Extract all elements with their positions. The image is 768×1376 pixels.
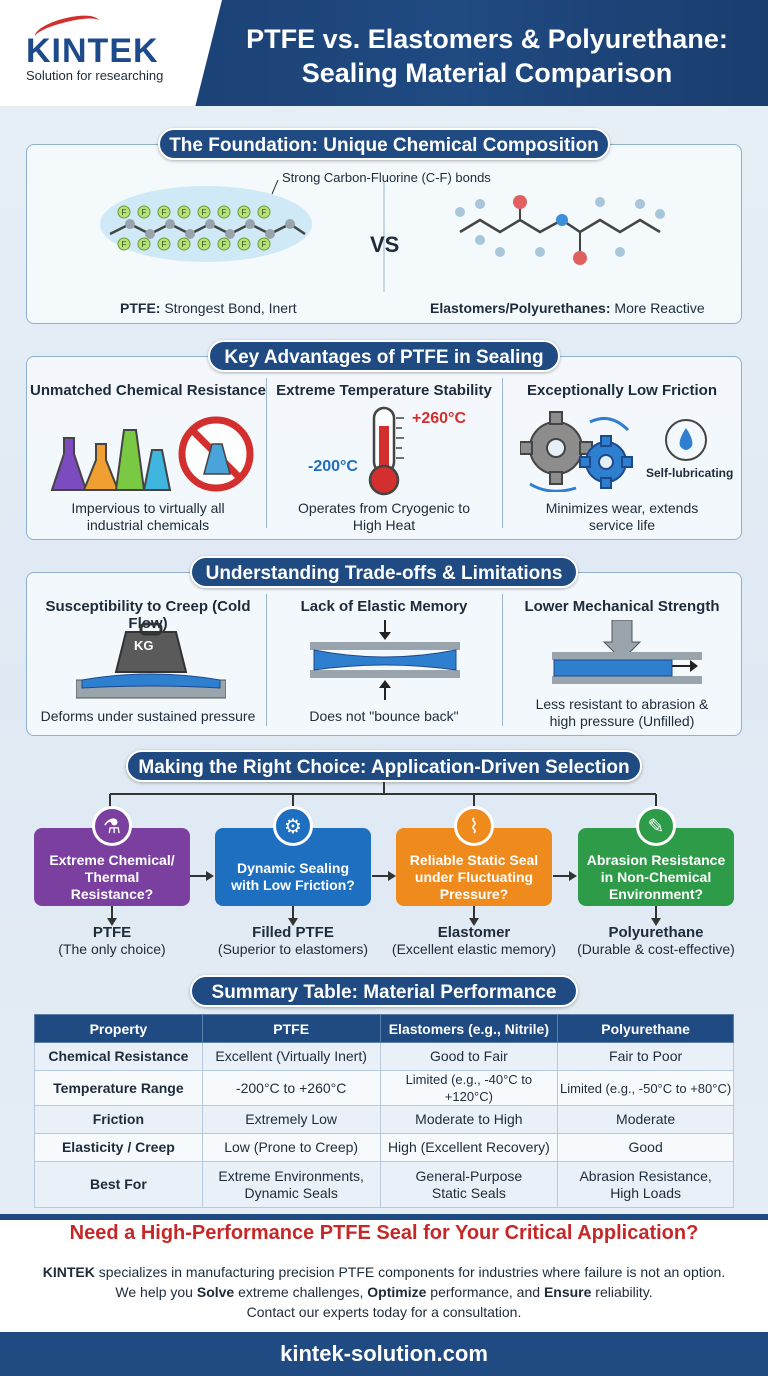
cta-line2-a: We help you xyxy=(115,1284,197,1300)
choice-option-abrasion[interactable]: Abrasion Resistance in Non-Chemical Environment? xyxy=(578,828,734,906)
beakers-icon xyxy=(44,410,254,494)
table-cell: Elasticity / Creep xyxy=(35,1134,203,1162)
cta-line2-g: reliability. xyxy=(591,1284,653,1300)
cta-line2-b: Solve xyxy=(196,1284,235,1300)
foundation-heading: The Foundation: Unique Chemical Composition xyxy=(158,128,610,160)
molecule-diagram xyxy=(100,172,720,292)
page-title-line1: PTFE vs. Elastomers & Polyurethane: xyxy=(246,24,728,54)
cta-line2 xyxy=(20,1282,748,1302)
tradeoffs-heading: Understanding Trade-offs & Limitations xyxy=(190,556,578,588)
f-atom-label: F xyxy=(261,208,267,217)
table-cell: Chemical Resistance xyxy=(35,1043,203,1071)
table-cell: Low (Prone to Creep) xyxy=(202,1134,380,1162)
f-atom-label: F xyxy=(161,240,167,249)
column-header: PTFE xyxy=(202,1015,380,1043)
page-title-line2: Sealing Material Comparison xyxy=(301,58,673,88)
advantage-friction-text-line2: service life xyxy=(588,517,656,533)
nitrogen-atom xyxy=(556,214,568,226)
tradeoff-strength-text-line1: Less resistant to abrasion & xyxy=(535,696,709,712)
f-atom-label: F xyxy=(121,240,127,249)
ptfe-caption-bold: PTFE: xyxy=(120,300,161,316)
table-cell: Best For xyxy=(35,1162,203,1208)
logo[interactable]: KINTEK xyxy=(26,32,159,70)
table-cell: Extremely Low xyxy=(202,1106,380,1134)
tradeoff-creep-text xyxy=(30,708,266,725)
choice-heading: Making the Right Choice: Application-Driven Selection xyxy=(126,750,642,782)
cta-line1-rest: specializes in manufacturing precision PTFE components for industries where failure is not an option. xyxy=(94,1264,726,1280)
advantage-temperature-text xyxy=(266,500,502,534)
advantage-friction-text-line1: Minimizes wear, extends xyxy=(545,500,699,516)
table-cell: Good xyxy=(558,1134,734,1162)
tradeoff-elastic-title: Lack of Elastic Memory xyxy=(300,598,468,615)
cta-line2-c: extreme challenges, xyxy=(234,1284,368,1300)
cta-brand: KINTEK xyxy=(42,1264,95,1280)
f-atom-label: F xyxy=(201,240,207,249)
table-cell: Moderate to High xyxy=(380,1106,558,1134)
oxygen-atom xyxy=(513,195,527,209)
f-atom-label: F xyxy=(121,208,127,217)
weight-label: KG xyxy=(134,638,154,653)
advantage-chemical-title: Unmatched Chemical Resistance xyxy=(30,382,266,399)
tradeoff-strength-text-line2: high pressure (Unfilled) xyxy=(549,713,695,729)
table-cell: -200°C to +260°C xyxy=(202,1071,380,1106)
advantages-heading: Key Advantages of PTFE in Sealing xyxy=(208,340,560,372)
result-polyurethane: Polyurethane xyxy=(608,924,704,941)
table-cell xyxy=(558,1162,734,1208)
advantage-friction-text xyxy=(502,500,742,534)
table-row xyxy=(35,1162,734,1208)
summary-table-wrap xyxy=(34,1014,734,1208)
table-cell: Friction xyxy=(35,1106,203,1134)
grinder-icon: ✎ xyxy=(636,806,676,846)
f-atom-label: F xyxy=(241,240,247,249)
f-atom-label: F xyxy=(181,240,187,249)
self-lubricating-badge: Self-lubricating xyxy=(646,466,734,480)
tradeoff-strength-text xyxy=(502,696,742,730)
summary-heading: Summary Table: Material Performance xyxy=(190,975,578,1007)
table-cell xyxy=(380,1162,558,1208)
f-atom-label: F xyxy=(141,240,147,249)
temp-high-label: +260°C xyxy=(412,410,466,427)
elastomer-caption xyxy=(430,300,705,316)
column-header: Polyurethane xyxy=(558,1015,734,1043)
table-row xyxy=(35,1071,734,1106)
creep-illustration xyxy=(76,622,226,700)
bond-note: Strong Carbon-Fluorine (C-F) bonds xyxy=(282,170,491,185)
advantage-chemical-text-line2: industrial chemicals xyxy=(86,517,210,533)
table-row xyxy=(35,1106,734,1134)
ptfe-caption xyxy=(120,300,297,316)
cta-line2-d: Optimize xyxy=(367,1284,427,1300)
f-atom-label: F xyxy=(221,240,227,249)
cta-line1 xyxy=(20,1262,748,1282)
best-for-polyurethane-line2: High Loads xyxy=(610,1184,682,1201)
choice-option-dynamic[interactable]: Dynamic Sealing with Low Friction? xyxy=(215,828,371,906)
oxygen-atom xyxy=(573,251,587,265)
table-cell xyxy=(202,1162,380,1208)
table-cell: Good to Fair xyxy=(380,1043,558,1071)
spring-icon: ⌇ xyxy=(454,806,494,846)
f-atom-label: F xyxy=(221,208,227,217)
table-cell: Fair to Poor xyxy=(558,1043,734,1071)
choice-option-static[interactable]: Reliable Static Seal under Fluctuating Pressure? xyxy=(396,828,552,906)
f-atom-label: F xyxy=(241,208,247,217)
advantage-temperature-text-line1: Operates from Cryogenic to xyxy=(298,500,470,516)
best-for-ptfe-line2: Dynamic Seals xyxy=(244,1184,338,1201)
column-header: Property xyxy=(35,1015,203,1043)
abrasion-illustration xyxy=(552,620,702,690)
table-cell: Moderate xyxy=(558,1106,734,1134)
elastomer-caption-bold: Elastomers/Polyurethanes: xyxy=(430,300,611,316)
thermometer-icon xyxy=(360,404,410,496)
best-for-elastomer-line1: General-Purpose xyxy=(415,1167,523,1184)
logo-subtitle: Solution for researching xyxy=(26,68,164,83)
table-header-row xyxy=(35,1015,734,1043)
advantage-chemical-text xyxy=(30,500,266,534)
cta-line2-f: Ensure xyxy=(543,1284,592,1300)
table-cell: Limited (e.g., -50°C to +80°C) xyxy=(558,1071,734,1106)
page-title xyxy=(212,22,762,90)
table-cell: High (Excellent Recovery) xyxy=(380,1134,558,1162)
advantage-chemical-text-line1: Impervious to virtually all xyxy=(71,500,225,516)
table-row xyxy=(35,1134,734,1162)
elastomer-caption-rest: More Reactive xyxy=(610,300,705,316)
best-for-ptfe-line1: Extreme Environments, xyxy=(218,1167,364,1184)
advantage-temperature-text-line2: High Heat xyxy=(352,517,416,533)
tradeoff-strength-title: Lower Mechanical Strength xyxy=(524,598,720,615)
column-header: Elastomers (e.g., Nitrile) xyxy=(380,1015,558,1043)
cta-line3: Contact our experts today for a consultation. xyxy=(246,1304,522,1320)
temp-low-label: -200°C xyxy=(308,458,358,475)
table-row xyxy=(35,1043,734,1071)
tradeoff-elastic-text xyxy=(266,708,502,725)
f-atom-label: F xyxy=(181,208,187,217)
result-elastomer-desc: (Excellent elastic memory) xyxy=(391,941,557,957)
table-cell: Limited (e.g., -40°C to +120°C) xyxy=(380,1071,558,1106)
cta-text xyxy=(20,1262,748,1322)
hydrogen-atoms xyxy=(455,197,665,257)
result-elastomer: Elastomer xyxy=(437,924,511,941)
advantage-friction-title: Exceptionally Low Friction xyxy=(526,382,718,399)
best-for-elastomer-line2: Static Seals xyxy=(431,1184,506,1201)
result-filled-ptfe: Filled PTFE xyxy=(252,924,334,941)
elastic-memory-illustration xyxy=(310,620,460,700)
bond-note-pointer xyxy=(272,180,278,194)
best-for-polyurethane-line1: Abrasion Resistance, xyxy=(579,1167,712,1184)
f-atom-label: F xyxy=(161,208,167,217)
vs-label: VS xyxy=(370,232,400,257)
table-cell: Temperature Range xyxy=(35,1071,203,1106)
f-atom-label: F xyxy=(141,208,147,217)
table-cell: Excellent (Virtually Inert) xyxy=(202,1043,380,1071)
tradeoff-creep-title: Susceptibility to Creep (Cold Flow) xyxy=(45,598,251,632)
f-atom-label: F xyxy=(201,208,207,217)
choice-option-chemical[interactable]: Extreme Chemical/ Thermal Resistance? xyxy=(34,828,190,906)
cta-title: Need a High-Performance PTFE Seal for Your Critical Application? xyxy=(69,1222,699,1244)
result-ptfe-desc: (The only choice) xyxy=(58,941,166,957)
summary-table xyxy=(34,1014,734,1208)
advantage-temperature-title: Extreme Temperature Stability xyxy=(276,382,492,399)
ptfe-caption-rest: Strongest Bond, Inert xyxy=(160,300,297,316)
result-polyurethane-desc: (Durable & cost-effective) xyxy=(577,941,735,957)
gears-icon: ⚙ xyxy=(273,806,313,846)
cta-line2-e: performance, and xyxy=(426,1284,544,1300)
tradeoff-creep-text-line1: Deforms under sustained pressure xyxy=(40,708,256,724)
tradeoff-elastic-text-line1: Does not "bounce back" xyxy=(309,708,459,724)
result-ptfe: PTFE xyxy=(92,924,132,941)
f-atom-label: F xyxy=(261,240,267,249)
flask-icon: ⚗ xyxy=(92,806,132,846)
result-arrows xyxy=(0,906,768,926)
result-filled-ptfe-desc: (Superior to elastomers) xyxy=(217,941,369,957)
footer-url-link[interactable]: kintek-solution.com xyxy=(0,1332,768,1376)
